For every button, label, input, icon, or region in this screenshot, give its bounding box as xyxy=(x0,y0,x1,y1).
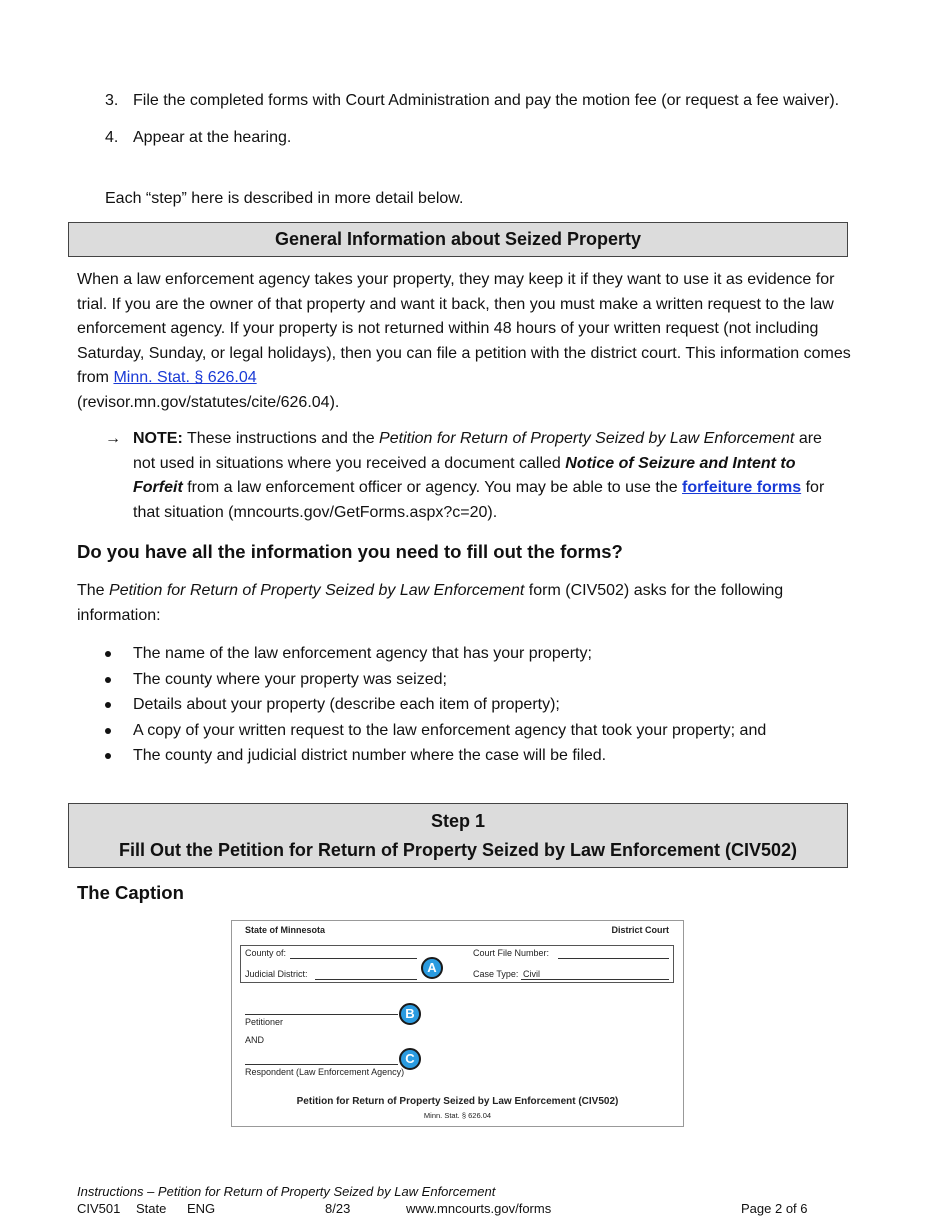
caption-case-type-value: Civil xyxy=(523,969,540,979)
caption-and-label: AND xyxy=(245,1035,265,1045)
marker-b-icon: B xyxy=(399,1003,421,1025)
footer-code: CIV501 xyxy=(77,1201,121,1216)
caption-file-number-label: Court File Number: xyxy=(473,948,550,958)
step-text: Appear at the hearing. xyxy=(133,128,292,146)
step-item xyxy=(105,126,850,151)
caption-heading: The Caption xyxy=(77,882,184,903)
caption-state: State of Minnesota xyxy=(245,925,326,935)
footer-state: State xyxy=(136,1201,167,1216)
info-intro xyxy=(77,579,852,628)
general-info-heading-box xyxy=(68,222,848,257)
general-info-paragraph xyxy=(77,268,852,415)
marker-a-icon: A xyxy=(421,957,443,979)
general-info-text: When a law enforcement agency takes your property, they may keep it if they want to use it as evidence for trial. If you are the owner of that property and want it back, then you must make a written request to the law enforcement agency. If your property is not returned within 48 hours of your written request (not including Saturday, Sunday, or legal holidays), then you can file a petition with the district court. This information comes from xyxy=(77,271,851,386)
caption-figure xyxy=(231,920,684,1127)
statute-link[interactable]: Minn. Stat. § 626.04 xyxy=(113,369,257,386)
note-text-part: These instructions and the xyxy=(182,430,380,447)
list-item xyxy=(105,693,865,719)
list-item-text: The county and judicial district number where the case will be filed. xyxy=(133,747,607,764)
step-number: 3. xyxy=(105,92,119,109)
caption-district-line xyxy=(315,979,417,980)
caption-county-line xyxy=(290,958,417,959)
info-intro-text: form (CIV502) asks for the following information: xyxy=(77,582,784,624)
forfeiture-forms-link[interactable]: forfeiture forms xyxy=(682,479,802,496)
step-text: File the completed forms with Court Administration and pay the motion fee (or request a fee waiver). xyxy=(133,92,840,109)
info-bullet-list xyxy=(105,642,865,770)
caption-court: District Court xyxy=(611,925,669,935)
note-text-part: from a law enforcement officer or agency. You may be able to use the xyxy=(182,479,683,496)
statute-url-text: (revisor.mn.gov/statutes/cite/626.04). xyxy=(77,393,340,411)
note-text-part: are not used in situations where you received a document called xyxy=(133,430,822,472)
arrow-right-icon: → xyxy=(105,430,121,447)
list-item xyxy=(105,719,865,745)
list-item-text: A copy of your written request to the law enforcement agency that took your property; and xyxy=(133,721,767,739)
step1-number: Step 1 xyxy=(430,811,486,831)
bullet-icon xyxy=(105,753,111,759)
caption-respondent-label: Respondent (Law Enforcement Agency) xyxy=(245,1067,405,1077)
footer-page: Page 2 of 6 xyxy=(741,1201,808,1216)
marker-c-icon: C xyxy=(399,1048,421,1070)
list-item xyxy=(105,744,865,770)
footer-title: Instructions – Petition for Return of Property Seized by Law Enforcement xyxy=(77,1184,496,1199)
list-item xyxy=(105,668,865,694)
steps-note: Each “step” here is described in more detail below. xyxy=(105,190,464,207)
form-name-italic: Petition for Return of Property Seized by Law Enforcement xyxy=(109,582,525,599)
list-item-text: Details about your property (describe each item of property); xyxy=(133,696,560,713)
notice-name: Notice of Seizure and Intent to Forfeit xyxy=(133,454,796,496)
list-item-text: The name of the law enforcement agency that has your property; xyxy=(133,645,592,662)
note-text-part: for that situation (mncourts.gov/GetForms.aspx?c=20). xyxy=(133,479,825,521)
caption-case-type-line xyxy=(521,979,669,980)
info-heading: Do you have all the information you need to fill out the forms? xyxy=(77,541,623,562)
caption-county-label: County of: xyxy=(245,948,287,958)
step-item xyxy=(105,89,850,114)
caption-form-title: Petition for Return of Property Seized by Law Enforcement (CIV502) xyxy=(296,1096,619,1107)
footer-date: 8/23 xyxy=(325,1201,351,1216)
form-name-italic: Petition for Return of Property Seized by Law Enforcement xyxy=(379,430,795,447)
caption-petitioner-label: Petitioner xyxy=(245,1017,284,1027)
bullet-icon xyxy=(105,728,111,734)
list-item-text: The county where your property was seized; xyxy=(133,670,447,688)
footer-lang: ENG xyxy=(187,1201,216,1216)
step1-heading-box xyxy=(68,803,848,868)
list-item xyxy=(105,642,865,668)
note-text xyxy=(105,427,840,525)
note-label: NOTE: xyxy=(133,430,183,447)
step-list xyxy=(105,89,850,150)
caption-petitioner-line xyxy=(245,1014,398,1015)
bullet-icon xyxy=(105,702,111,708)
bullet-icon xyxy=(105,651,111,657)
note-block xyxy=(105,427,840,525)
caption-case-type-label: Case Type: xyxy=(473,969,519,979)
step1-title: Fill Out the Petition for Return of Property Seized by Law Enforcement (CIV502) xyxy=(118,840,798,860)
caption-file-number-line xyxy=(558,958,669,959)
caption-statute: Minn. Stat. § 626.04 xyxy=(423,1111,492,1120)
bullet-icon xyxy=(105,677,111,683)
caption-heading-wrap xyxy=(77,881,184,906)
step-number: 4. xyxy=(105,128,119,146)
caption-district-label: Judicial District: xyxy=(245,969,308,979)
caption-respondent-line xyxy=(245,1064,398,1065)
info-intro-text: The xyxy=(77,582,110,599)
info-heading-wrap xyxy=(77,540,623,565)
general-info-heading: General Information about Seized Property xyxy=(274,229,642,249)
footer-url: www.mncourts.gov/forms xyxy=(406,1201,552,1216)
